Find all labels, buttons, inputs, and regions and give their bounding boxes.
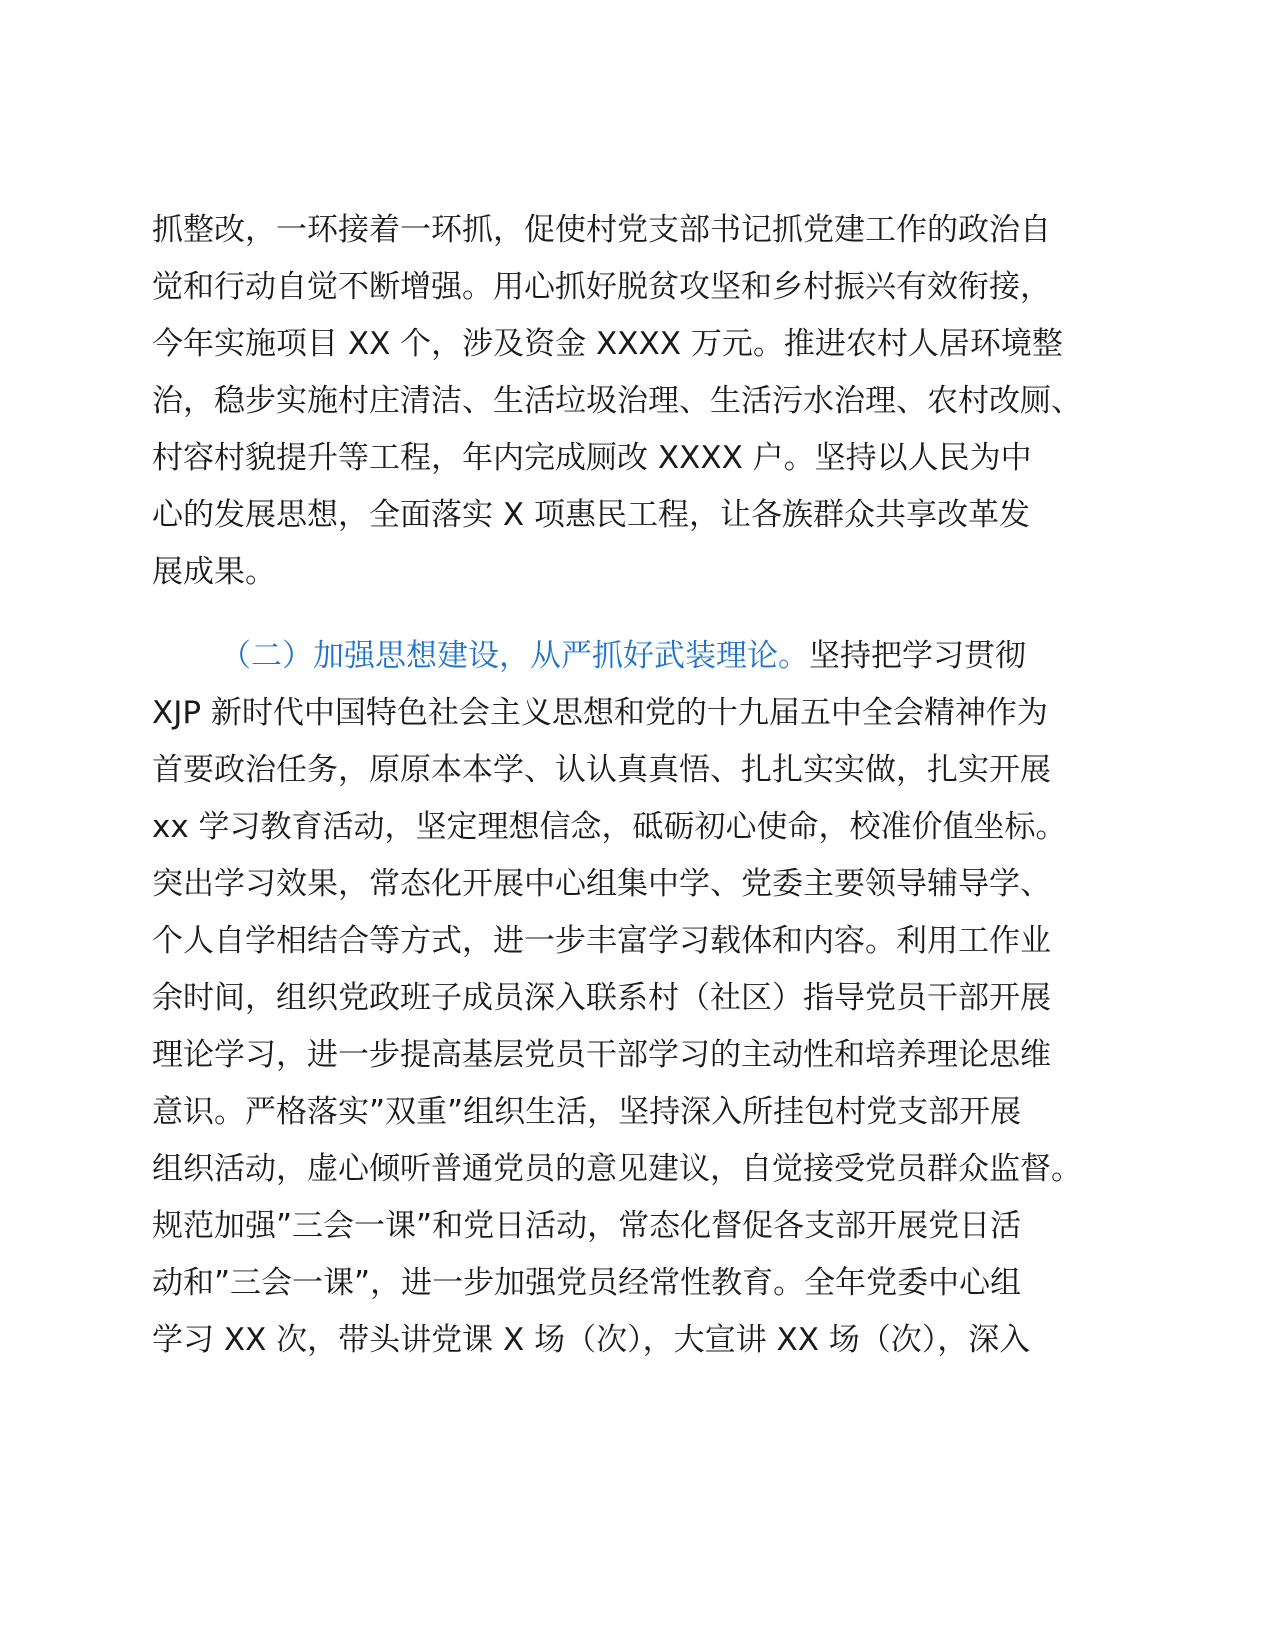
- paragraph-line: 学习 XX 次，带头讲党课 X 场（次），大宣讲 XX 场（次），深入: [152, 1322, 1031, 1358]
- paragraph-line: 意识。严格落实”双重”组织生活，坚持深入所挂包村党支部开展: [152, 1094, 1022, 1130]
- paragraph-line: 抓整改，一环接着一环抓，促使村党支部书记抓党建工作的政治自: [152, 212, 1051, 248]
- paragraph-line: 治，稳步实施村庄清洁、生活垃圾治理、生活污水治理、农村改厕、: [152, 383, 1082, 419]
- paragraph-first-line: [152, 628, 1142, 685]
- section-heading: （二）加强思想建设，从严抓好武装理论。: [220, 638, 809, 674]
- paragraph-line: 突出学习效果，常态化开展中心组集中学、党委主要领导辅导学、: [152, 866, 1051, 902]
- paragraph-line: 今年实施项目 XX 个，涉及资金 XXXX 万元。推进农村人居环境整: [152, 326, 1063, 362]
- paragraph-line: XJP 新时代中国特色社会主义思想和党的十九届五中全会精神作为: [152, 695, 1048, 731]
- paragraph-line: 个人自学相结合等方式，进一步丰富学习载体和内容。利用工作业: [152, 923, 1051, 959]
- paragraph-line: xx 学习教育活动，坚定理想信念，砥砺初心使命，校准价值坐标。: [152, 809, 1067, 845]
- paragraph-line: 余时间，组织党政班子成员深入联系村（社区）指导党员干部开展: [152, 980, 1051, 1016]
- paragraph-line-rest: 坚持把学习贯彻: [809, 638, 1026, 674]
- paragraph-line: 村容村貌提升等工程，年内完成厕改 XXXX 户。坚持以人民为中: [152, 440, 1032, 476]
- paragraph-line: 动和”三会一课”，进一步加强党员经常性教育。全年党委中心组: [152, 1265, 1022, 1301]
- paragraph-2: [152, 628, 1142, 1369]
- paragraph-line: 理论学习，进一步提高基层党员干部学习的主动性和培养理论思维: [152, 1037, 1051, 1073]
- paragraph-line: 展成果。: [152, 554, 276, 590]
- paragraph-line: 觉和行动自觉不断增强。用心抓好脱贫攻坚和乡村振兴有效衔接，: [152, 269, 1051, 305]
- paragraph-line: 心的发展思想，全面落实 X 项惠民工程，让各族群众共享改革发: [152, 497, 1030, 533]
- paragraph-line: 规范加强”三会一课”和党日活动，常态化督促各支部开展党日活: [152, 1208, 1022, 1244]
- paragraph-line: 首要政治任务，原原本本学、认认真真悟、扎扎实实做，扎实开展: [152, 752, 1051, 788]
- paragraph-1: [152, 202, 1142, 601]
- paragraph-line: 组织活动，虚心倾听普通党员的意见建议，自觉接受党员群众监督。: [152, 1151, 1082, 1187]
